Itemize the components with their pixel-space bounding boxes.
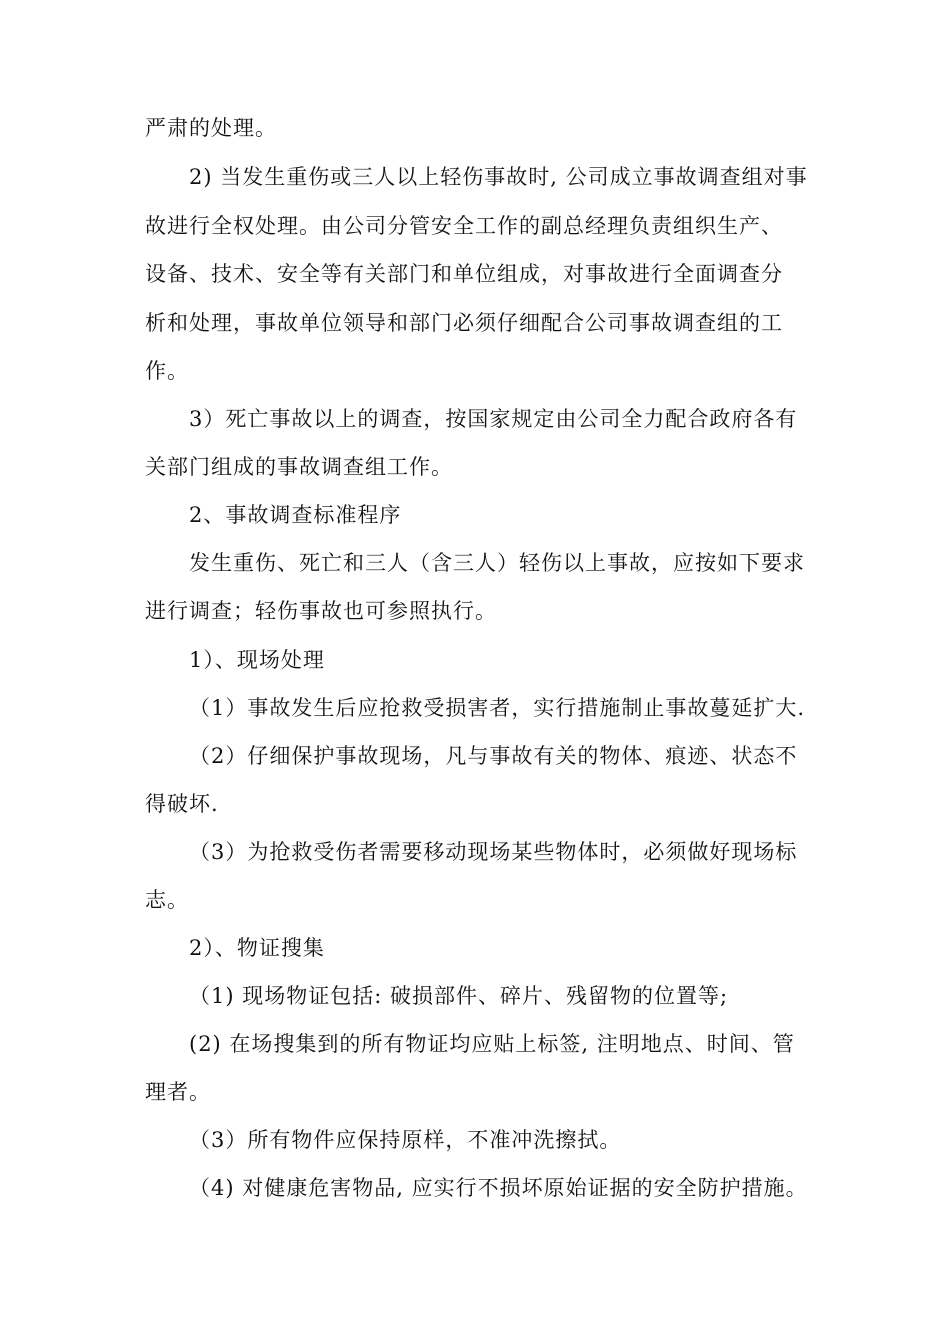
text-line: （2）仔细保护事故现场，凡与事故有关的物体、痕迹、状态不 [189, 744, 798, 768]
text-line: 2) 当发生重伤或三人以上轻伤事故时, 公司成立事故调查组对事 [189, 165, 808, 189]
text-line: 故进行全权处理。由公司分管安全工作的副总经理负责组织生产、 [145, 214, 783, 238]
text-line: 关部门组成的事故调查组工作。 [145, 455, 453, 479]
subsection-heading: 1）、现场处理 [189, 648, 325, 672]
text-line: 严肃的处理。 [145, 116, 277, 140]
text-line: (2) 在场搜集到的所有物证均应贴上标签, 注明地点、时间、管 [189, 1032, 795, 1056]
text-line: 志。 [145, 888, 189, 912]
text-line: 理者。 [145, 1080, 211, 1104]
text-line: 设备、技术、安全等有关部门和单位组成，对事故进行全面调查分 [145, 262, 783, 286]
text-line: 发生重伤、死亡和三人（含三人）轻伤以上事故，应按如下要求 [189, 551, 805, 575]
text-line: （1）事故发生后应抢救受损害者，实行措施制止事故蔓延扩大. [189, 696, 806, 720]
text-line: 得破坏. [145, 792, 219, 816]
text-line: （4) 对健康危害物品, 应实行不损坏原始证据的安全防护措施。 [189, 1176, 808, 1200]
text-line: 析和处理，事故单位领导和部门必须仔细配合公司事故调查组的工 [145, 311, 783, 335]
text-line: （1) 现场物证包括: 破损部件、碎片、残留物的位置等; [189, 984, 729, 1008]
section-heading: 2、事故调查标准程序 [189, 503, 402, 527]
text-line: 3）死亡事故以上的调查，按国家规定由公司全力配合政府各有 [189, 407, 798, 431]
text-line: 作。 [145, 359, 189, 383]
subsection-heading: 2）、物证搜集 [189, 936, 325, 960]
text-line: 进行调查；轻伤事故也可参照执行。 [145, 599, 497, 623]
text-line: （3）所有物件应保持原样，不准冲洗擦拭。 [189, 1128, 622, 1152]
text-line: （3）为抢救受伤者需要移动现场某些物体时，必须做好现场标 [189, 840, 798, 864]
